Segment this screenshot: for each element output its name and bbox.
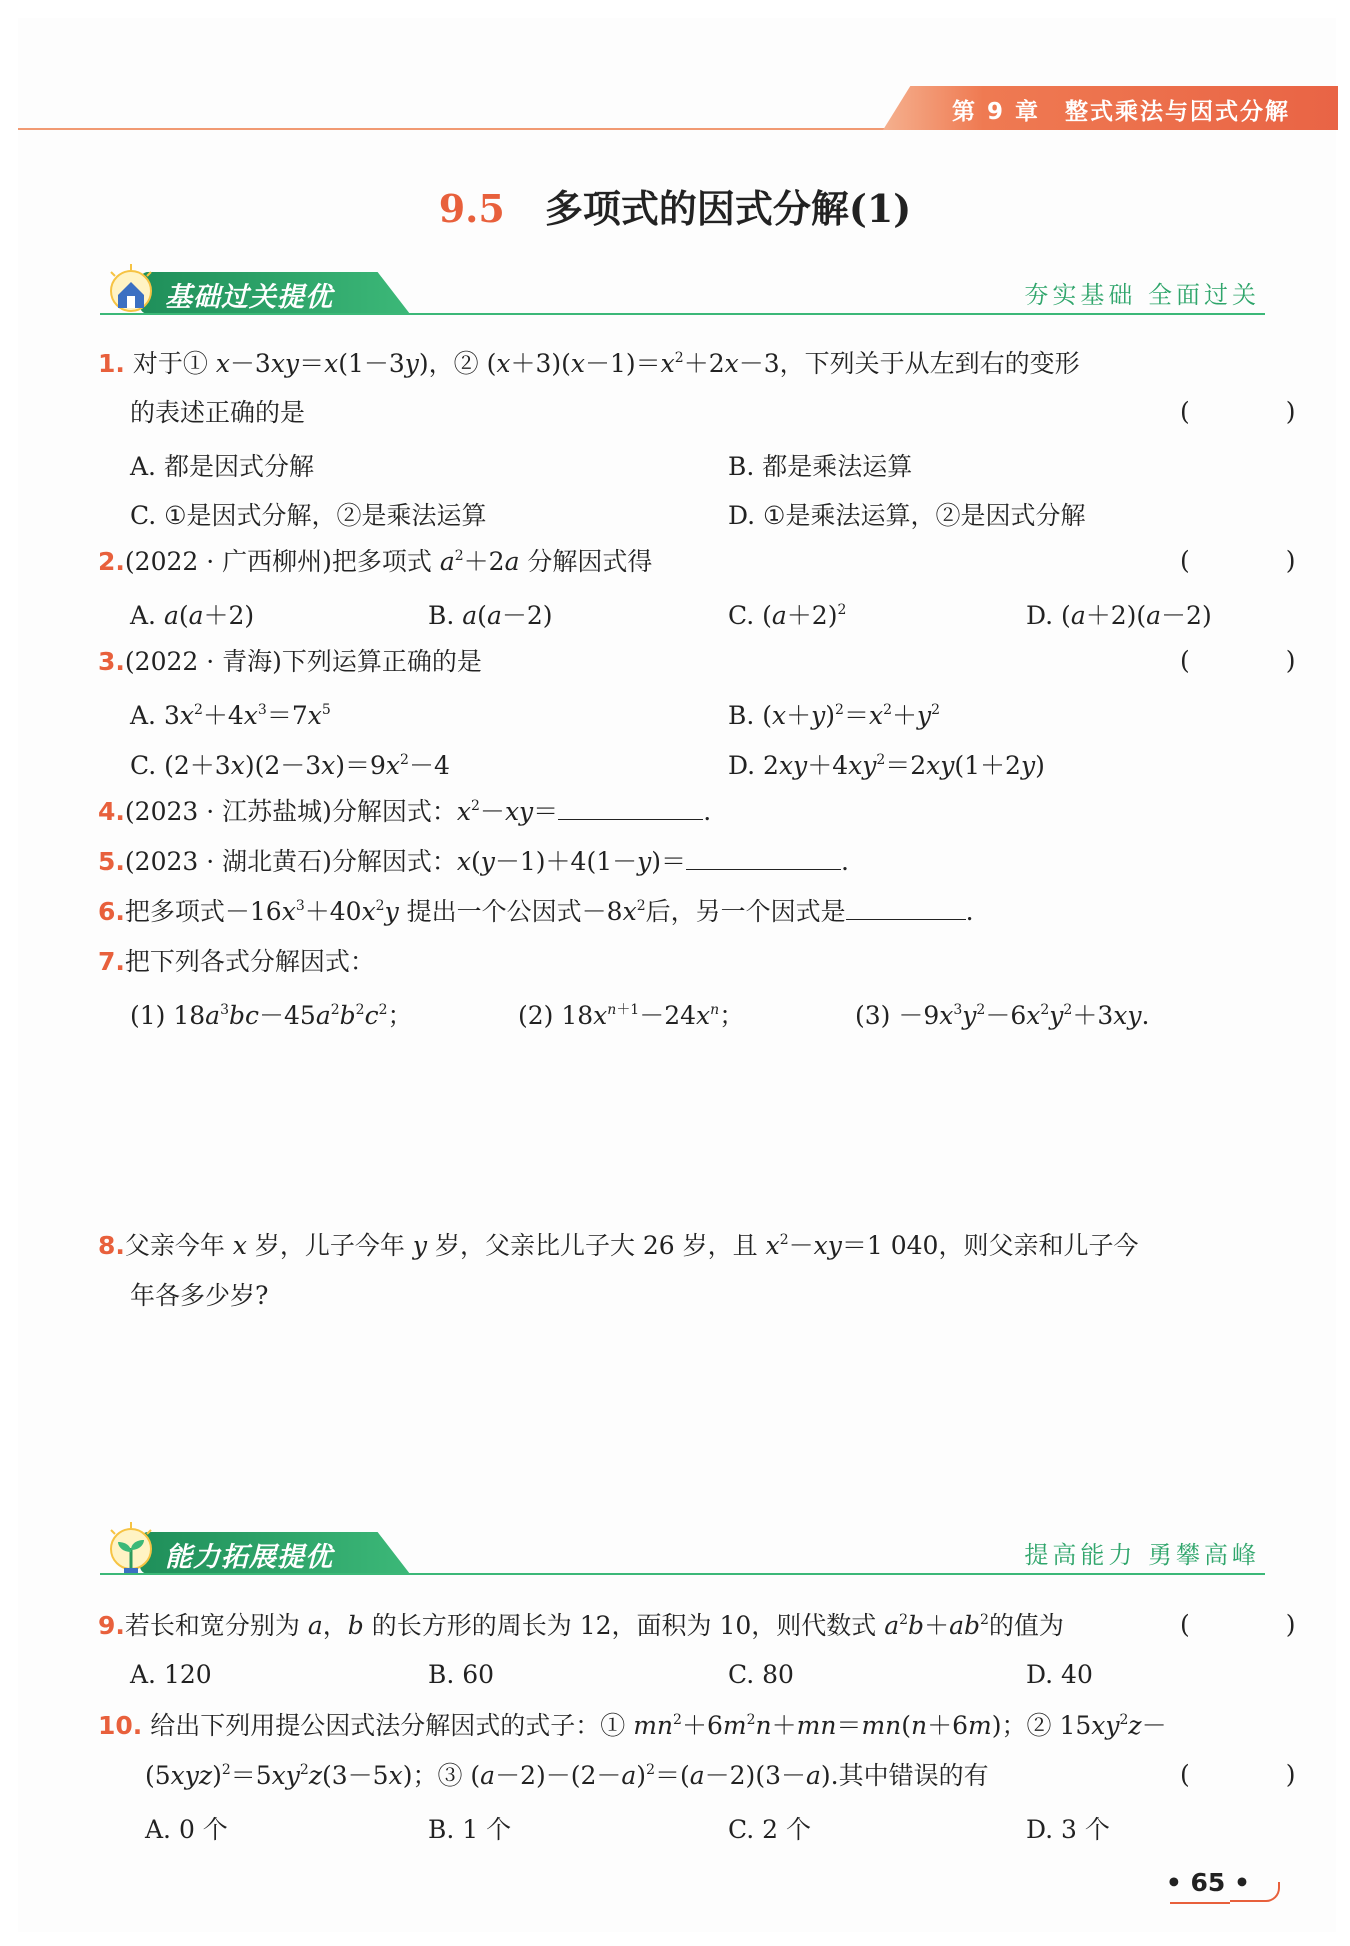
question-5: 5.(2023 · 湖北黄石)分解因式：x(y－1)＋4(1－y)＝ . — [98, 847, 849, 876]
section-rule — [100, 313, 1265, 315]
section-banner-advanced — [100, 1528, 415, 1578]
question-number: 10. — [98, 1711, 143, 1740]
question-number: 1. — [98, 349, 125, 378]
question-number: 5. — [98, 847, 125, 876]
q10-option-a: A. 0 个 — [145, 1815, 228, 1844]
question-number: 7. — [98, 947, 125, 976]
q7-part-2: (2) $18x^{n+1}-24x^n$； — [518, 1001, 745, 1030]
page-number-ornament — [1230, 1882, 1280, 1902]
q3-option-a: A. $3x^2+4x^3=7x^5$ — [130, 701, 331, 730]
q1-option-b: B. 都是乘法运算 — [728, 452, 913, 481]
house-icon — [102, 262, 160, 320]
section-number: 9.5 — [438, 186, 505, 231]
question-8: 8.父亲今年 x 岁，儿子今年 y 岁，父亲比儿子大 26 岁，且 $x^2-xy=1$ 040，则父亲和儿子今 — [98, 1231, 1139, 1260]
question-number: 4. — [98, 797, 125, 826]
q9-option-d: D. 40 — [1026, 1660, 1093, 1689]
q3-option-b: B. $(x+y)^2=x^2+y^2$ — [728, 701, 941, 730]
q7-part-3: $(3) -9x^3y^2-6x^2y^2+3xy$. — [855, 1001, 1150, 1030]
answer-blank[interactable] — [558, 797, 703, 820]
q10-option-c: C. 2 个 — [728, 1815, 811, 1844]
answer-paren: ( ) — [1180, 1760, 1340, 1789]
question-2: 2.(2022 · 广西柳州)把多项式 $a^2+2a$ 分解因式得 — [98, 547, 653, 576]
q1-option-d: D. ①是乘法运算，②是因式分解 — [728, 501, 1086, 530]
q2-option-d: D. (a＋2)(a－2) — [1026, 601, 1212, 630]
q7-part-1: (1) $18a^3bc-45a^2b^2c^2$； — [130, 1001, 413, 1030]
chapter-title: 第 9 章 整式乘法与因式分解 — [951, 99, 1290, 125]
question-1-line2: 的表述正确的是 — [130, 398, 306, 427]
answer-paren: ( ) — [1180, 397, 1340, 426]
question-7-text: 把下列各式分解因式： — [124, 947, 375, 976]
answer-blank[interactable] — [846, 897, 966, 920]
question-7 — [98, 946, 375, 979]
q10-option-b: B. 1 个 — [428, 1815, 512, 1844]
question-number: 6. — [98, 897, 125, 926]
question-8-line2: 年各多少岁? — [130, 1281, 269, 1310]
q1-option-a: A. 都是因式分解 — [130, 452, 314, 481]
question-10-line2: $(5xyz)^2=5xy^2z(3-5x)$；③ $(a-2)-(2-a)^2=(a-2)(3-a)$.其中错误的有 — [145, 1761, 989, 1790]
q3-option-c: C. $(2+3x)(2-3x)=9x^2-4$ — [130, 751, 450, 780]
page-number: • 65 • — [1165, 1868, 1250, 1897]
page-number-underline — [1170, 1902, 1230, 1904]
q3-option-d: D. $2xy+4xy^2=2xy(1+2y)$ — [728, 751, 1045, 780]
question-number: 8. — [98, 1231, 125, 1260]
answer-blank[interactable] — [686, 847, 841, 870]
q2-option-a: A. a(a＋2) — [130, 601, 255, 630]
section-title-text: 多项式的因式分解(1) — [544, 186, 912, 231]
question-4: 4.(2023 · 江苏盐城)分解因式：$x^2-xy=$ . — [98, 797, 712, 826]
q10-option-d: D. 3 个 — [1026, 1815, 1110, 1844]
section-slogan: 提高能力 勇攀高峰 — [1024, 1541, 1260, 1569]
question-6: 6.把多项式$-16x^3+40x^2y$ 提出一个公因式$-8x^2$后，另一个因式是 . — [98, 897, 974, 926]
question-10: 10. 给出下列用提公因式法分解因式的式子：① $mn^2+6m^2n+mn=mn(n+6m)$；② $15xy^2z-$ — [98, 1711, 1167, 1740]
section-title — [0, 178, 1350, 233]
question-3: 3.(2022 · 青海)下列运算正确的是 — [98, 647, 482, 676]
sprout-icon — [102, 1522, 160, 1580]
answer-paren: ( ) — [1180, 1610, 1340, 1639]
question-1: 1. 对于① x－3xy＝x(1－3y)，② $(x+3)(x-1)=x^2+2x-3$，下列关于从左到右的变形 — [98, 349, 1080, 378]
section-slogan: 夯实基础 全面过关 — [1024, 281, 1260, 309]
answer-paren: ( ) — [1180, 546, 1340, 575]
question-9: 9.若长和宽分别为 a，b 的长方形的周长为 12，面积为 10，则代数式 $a^2b+ab^2$的值为 — [98, 1611, 1064, 1640]
question-number: 2. — [98, 547, 125, 576]
section-banner-basic — [100, 268, 415, 318]
question-number: 3. — [98, 647, 125, 676]
banner-label: 基础过关提优 — [165, 282, 333, 313]
answer-paren: ( ) — [1180, 646, 1340, 675]
q1-option-c: C. ①是因式分解，②是乘法运算 — [130, 501, 487, 530]
q9-option-b: B. 60 — [428, 1660, 495, 1689]
section-rule — [100, 1573, 1265, 1575]
question-number: 9. — [98, 1611, 125, 1640]
q2-option-b: B. a(a－2) — [428, 601, 553, 630]
banner-label: 能力拓展提优 — [165, 1542, 333, 1573]
q2-option-c: C. $(a+2)^2$ — [728, 601, 847, 630]
q9-option-a: A. 120 — [130, 1660, 212, 1689]
q9-option-c: C. 80 — [728, 1660, 794, 1689]
